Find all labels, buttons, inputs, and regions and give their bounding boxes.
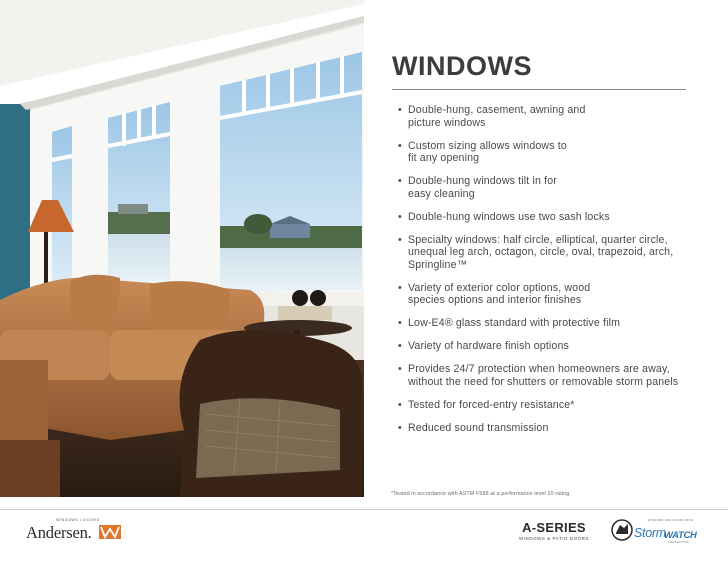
a-series-logo — [512, 521, 596, 541]
title-rule — [392, 89, 686, 90]
andersen-logo-text: Andersen. — [26, 523, 92, 542]
footnote: *Tested in accordance with ASTM F588 at a performance level 10 rating. — [391, 491, 571, 497]
stormwatch-logo-watch: WATCH — [664, 530, 697, 541]
stormwatch-tagline-bottom: PROTECTION — [668, 541, 690, 544]
feature-item: • Variety of hardware finish options — [398, 340, 698, 353]
a-series-subtitle: WINDOWS & PATIO DOORS — [518, 536, 589, 541]
feature-item: • Specialty windows: half circle, elliptical, quarter circle, unequal leg arch, octagon, circle, oval, trapezoid, arch, Springline™ — [398, 234, 688, 272]
room-photo — [0, 0, 364, 497]
content-panel — [392, 52, 692, 80]
feature-item: • Custom sizing allows windows to fit any opening — [398, 140, 570, 165]
feature-list — [398, 104, 698, 445]
feature-item: • Low-E4® glass standard with protective film — [398, 317, 698, 330]
feature-item: • Double-hung windows tilt in for easy cleaning — [398, 175, 566, 200]
stormwatch-emblem-icon — [611, 519, 633, 541]
feature-item: • Tested for forced-entry resistance* — [398, 399, 698, 412]
feature-item: • Reduced sound transmission — [398, 422, 698, 435]
feature-item: • Variety of exterior color options, wood species options and interior finishes — [398, 282, 594, 307]
room-photo-illustration — [0, 0, 364, 497]
a-series-title: A-SERIES — [522, 520, 586, 535]
andersen-aw-logo-icon — [99, 525, 121, 539]
andersen-tagline: WINDOWS • DOORS — [56, 518, 100, 522]
stormwatch-logo-storm: Storm — [634, 526, 666, 540]
feature-item: • Double-hung windows use two sash locks — [398, 211, 698, 224]
stormwatch-tagline-top: WINDOWS AND DOORS WITH — [648, 519, 694, 522]
page-title: WINDOWS — [392, 51, 532, 81]
feature-item: • Double-hung, casement, awning and picture windows — [398, 104, 588, 129]
feature-item: • Provides 24/7 protection when homeowners are away, without the need for shutters or removable storm panels — [398, 363, 700, 388]
footer-divider — [0, 509, 728, 510]
